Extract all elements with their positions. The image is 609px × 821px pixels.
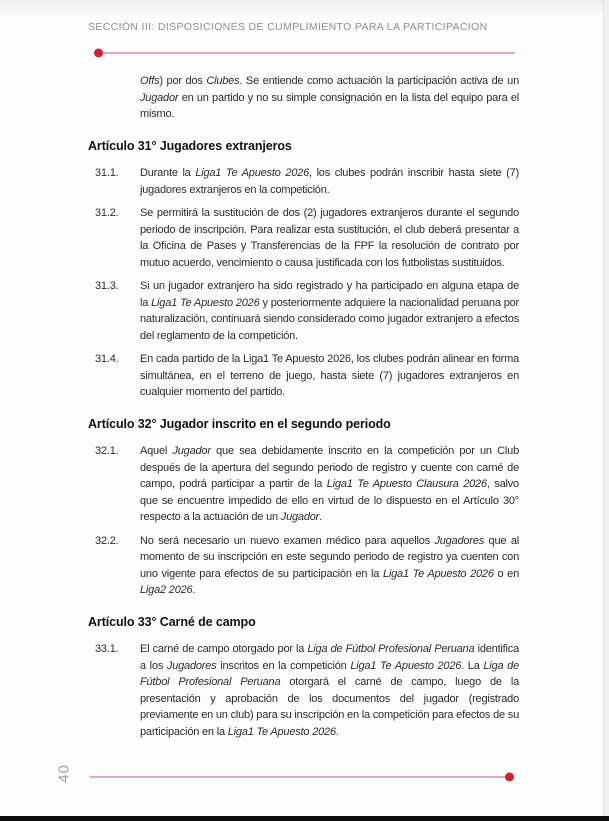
clause-text bbox=[140, 641, 519, 740]
top-rule bbox=[95, 52, 515, 54]
text-run: . Se entiende como actuación la participación activa de un bbox=[239, 75, 520, 87]
text-run: Aquel bbox=[140, 445, 173, 457]
clause bbox=[88, 641, 519, 740]
clause-text bbox=[140, 205, 519, 271]
text-run: Si un jugador extranjero ha sido registrado y ha participado en alguna etapa de la bbox=[140, 280, 519, 309]
clause-number: 32.1. bbox=[95, 445, 119, 457]
text-run: El carné de campo otorgado por la bbox=[140, 643, 308, 655]
clause-text bbox=[140, 165, 519, 198]
document-body bbox=[88, 73, 519, 747]
clause-text bbox=[140, 351, 519, 401]
text-run: y posteriormente adquiere la nacionalidad peruana por naturalización, continuará siendo considerado como jugador extranjero a efectos del reglamento de la competición. bbox=[140, 296, 519, 342]
emphasized-text: Jugador bbox=[140, 91, 179, 104]
text-run: Se permitirá la sustitución de dos (2) jugadores extranjeros durante el segundo periodo de inscripción. Para realizar esta sustitución, el club deberá presentar a la Oficina de Pases y Transferencias de la FPF la resolución de contrato por mutuo acuerdo, vencimiento o causa justificada con los futbolistas sustituidos. bbox=[140, 207, 519, 269]
text-run: Durante la bbox=[140, 167, 196, 179]
emphasized-text: Offs bbox=[140, 75, 160, 87]
photo-bottom-edge bbox=[0, 816, 609, 821]
text-run: en un partido y no su simple consignación en la lista del equipo para el mismo. bbox=[140, 91, 519, 120]
clause-number: 33.1. bbox=[95, 643, 119, 655]
emphasized-text: Clubes bbox=[206, 75, 240, 87]
section-header: SECCIÓN III: DISPOSICIONES DE CUMPLIMIENTO PARA LA PARTICIPACION bbox=[88, 21, 488, 33]
text-run: inscritos en la competición bbox=[216, 659, 351, 672]
emphasized-text: Liga2 2026 bbox=[140, 584, 193, 596]
text-run: En cada partido de la Liga1 Te Apuesto 2026, los clubes podrán alinear en forma simultánea, en el terreno de juego, hasta siete (7) jugadores extranjeros en cualquier momento del partido. bbox=[140, 353, 519, 398]
clause bbox=[88, 165, 519, 198]
emphasized-text: Jugador bbox=[172, 445, 211, 457]
emphasized-text: Jugador bbox=[280, 511, 320, 523]
emphasized-text: Jugadores bbox=[166, 659, 217, 672]
clause-text bbox=[140, 278, 519, 344]
text-run: o en bbox=[493, 567, 519, 580]
emphasized-text: Jugadores bbox=[434, 534, 485, 547]
text-run: . bbox=[319, 511, 322, 523]
clause bbox=[88, 278, 519, 344]
text-run: . La bbox=[461, 659, 484, 672]
rule-dot-right bbox=[505, 772, 514, 781]
emphasized-text: Liga1 Te Apuesto 2026 bbox=[350, 659, 462, 672]
clause-number: 31.2. bbox=[95, 207, 119, 219]
page-number: 40 bbox=[55, 764, 73, 783]
clause-text bbox=[140, 533, 519, 599]
intro-paragraph bbox=[140, 73, 519, 123]
emphasized-text: Liga de Fútbol Profesional Peruana bbox=[140, 659, 519, 688]
bottom-rule bbox=[90, 776, 513, 778]
emphasized-text: Liga1 Te Apuesto 2026 bbox=[382, 567, 494, 580]
text-run: No será necesario un nuevo examen médico para aquellos bbox=[140, 534, 435, 547]
article-title: Artículo 31° Jugadores extranjeros bbox=[88, 138, 292, 153]
emphasized-text: Liga de Fútbol Profesional Peruana bbox=[307, 643, 475, 655]
article-title: Artículo 33° Carné de campo bbox=[88, 614, 256, 629]
clause bbox=[88, 205, 519, 271]
clause-number: 32.2. bbox=[95, 534, 119, 547]
article-title: Artículo 32° Jugador inscrito en el segundo periodo bbox=[88, 416, 391, 431]
photo-top-shade bbox=[0, 0, 609, 18]
text-run: , los clubes podrán inscribir hasta siete (7) jugadores extranjeros en la competición. bbox=[140, 167, 519, 196]
rule-dot-left bbox=[94, 48, 103, 57]
clause-number: 31.3. bbox=[95, 280, 119, 292]
clause-text bbox=[140, 443, 519, 526]
text-run: . bbox=[335, 725, 339, 738]
emphasized-text: Liga1 Te Apuesto 2026 bbox=[195, 167, 309, 179]
text-run: ) por dos bbox=[159, 75, 207, 87]
emphasized-text: Liga1 Te Apuesto Clausura 2026 bbox=[326, 478, 487, 490]
clause-number: 31.4. bbox=[95, 353, 119, 365]
text-run: que sea debidamente inscrito en la competición por un Club después de la apertura del segundo periodo de registro y cuente con carné de campo, podrá participar a partir de la bbox=[140, 445, 519, 490]
clause bbox=[88, 533, 519, 599]
text-run: identifica a los bbox=[140, 643, 519, 672]
text-run: que al momento de su inscripción en este segundo periodo de registro ya cuenten con uno vigente para efectos de su participación en la bbox=[140, 534, 519, 580]
clause bbox=[88, 443, 519, 526]
text-run: . bbox=[192, 584, 196, 596]
text-run: , salvo que se encuentre impedido de ello en virtud de lo dispuesto en el Artículo 30° respecto a la actuación de un bbox=[140, 478, 519, 523]
emphasized-text: Liga1 Te Apuesto 2026 bbox=[151, 296, 260, 309]
clause-number: 31.1. bbox=[95, 167, 119, 179]
text-run: otorgará el carné de campo, luego de la presentación y aprobación de los documentos del jugador (registrado previamente en un club) para su inscripción en la competición para efectos de su participación en la bbox=[140, 676, 520, 738]
page-right-edge bbox=[603, 0, 609, 821]
emphasized-text: Liga1 Te Apuesto 2026 bbox=[227, 725, 336, 738]
clause bbox=[88, 351, 519, 401]
